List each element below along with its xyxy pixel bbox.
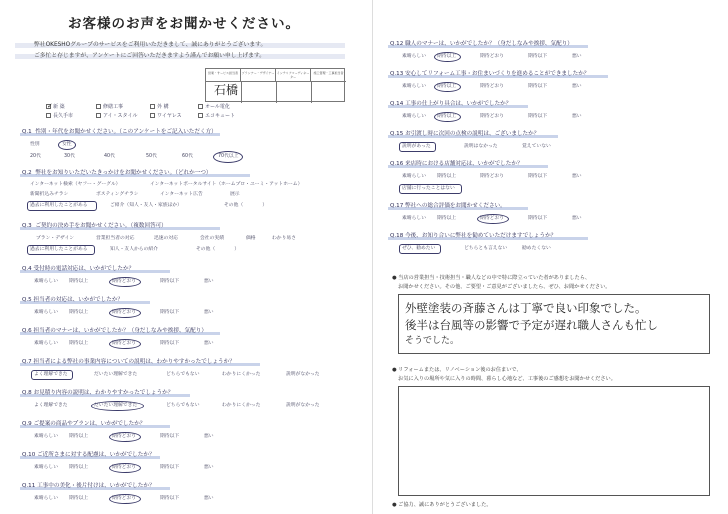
service-alldenka[interactable]: オール電化 bbox=[198, 104, 230, 110]
q3-opt-past-use[interactable]: 過去に利用したことがある bbox=[30, 247, 88, 252]
q7-option-1[interactable]: よく理解できた bbox=[34, 372, 68, 377]
q11-option-4[interactable]: 期待以下 bbox=[160, 496, 180, 501]
q16-option-1[interactable]: 素晴らしい bbox=[402, 174, 426, 179]
q1-question: Q.1 性別・年代をお聞かせください。（このアンケートをご記入いただく方） bbox=[22, 129, 217, 135]
q6-option-3[interactable]: 期待どおり bbox=[112, 341, 136, 346]
q10-question: Q.10 ご近所さまに対する配慮は、いかがでしたか？ bbox=[22, 452, 155, 458]
q17-option-4[interactable]: 期待以下 bbox=[528, 216, 548, 221]
q15-option-2[interactable]: 説明はなかった bbox=[464, 144, 498, 149]
q6-option-4[interactable]: 期待以下 bbox=[160, 341, 180, 346]
q10-option-3[interactable]: 期待どおり bbox=[112, 465, 136, 470]
q4-option-4[interactable]: 期待以下 bbox=[160, 279, 180, 284]
service-istyle[interactable]: アイ・スタイル bbox=[96, 113, 137, 119]
staff-header-sales: 営業・サービス担当者 bbox=[206, 69, 241, 81]
q18-question: Q.18 今後、お知り合いに弊社を勧めていただけますでしょうか？ bbox=[390, 233, 557, 239]
staff-header-planner: プランナー・デザイナー bbox=[241, 69, 276, 81]
q14-option-4[interactable]: 期待以下 bbox=[528, 114, 548, 119]
q8-option-3[interactable]: どちらでもない bbox=[166, 403, 200, 408]
q5-question: Q.5 担当者の対応は、いかがでしたか？ bbox=[22, 297, 124, 303]
q16-question: Q.16 来店時における店舗対応は、いかがでしたか？ bbox=[390, 161, 523, 167]
q17-option-3[interactable]: 期待どおり bbox=[480, 216, 504, 221]
q17-selection-mark bbox=[477, 214, 509, 224]
intro-line-2: ご多忙と存じますが、アンケートにご回答いただきますよう謹んでお願い申し上げます。 bbox=[34, 53, 266, 59]
q3-opt-speed[interactable]: 迅速の対応 bbox=[154, 236, 178, 241]
q5-option-5[interactable]: 悪い bbox=[204, 310, 214, 315]
q12-question: Q.12 職人のマナーは、いかがでしたか？（身だしなみや挨拶、気配り） bbox=[390, 41, 573, 47]
q13-question: Q.13 安心してリフォーム工事・お住まいづくりを進めることができましたか？ bbox=[390, 71, 590, 77]
q15-question: Q.15 お引渡し時に次回の点検の説明は、ございましたか？ bbox=[390, 131, 540, 137]
comment1-line-1: 外壁塗装の斉藤さんは丁寧で良い印象でした。 bbox=[405, 301, 647, 315]
q7-question: Q.7 担当者による弊社の事業内容についての説明は、わかりやすかったでしょうか？ bbox=[22, 359, 235, 365]
q12-option-4[interactable]: 期待以下 bbox=[528, 54, 548, 59]
q18-option-3[interactable]: 勧めたくない bbox=[522, 246, 551, 251]
q6-option-1[interactable]: 素晴らしい bbox=[34, 341, 58, 346]
q1-age-30[interactable]: 30代 bbox=[64, 154, 75, 159]
q13-option-5[interactable]: 悪い bbox=[572, 84, 582, 89]
q2-opt-posting[interactable]: ポスティングチラシ bbox=[96, 192, 139, 197]
q4-option-2[interactable]: 期待以上 bbox=[69, 279, 89, 284]
q5-selection-mark bbox=[109, 308, 141, 318]
q14-selection-mark bbox=[434, 112, 461, 122]
q7-option-2[interactable]: だいたい理解できた bbox=[94, 372, 138, 377]
comment1-line-2: 後半は台風等の影響で予定が遅れ職人さんも忙し bbox=[405, 318, 658, 332]
q10-option-4[interactable]: 期待以下 bbox=[160, 465, 180, 470]
q6-option-5[interactable]: 悪い bbox=[204, 341, 214, 346]
q3-opt-other[interactable]: その他（ ） bbox=[196, 247, 240, 252]
q4-selection-mark bbox=[109, 277, 141, 287]
q1-age-40[interactable]: 40代 bbox=[104, 154, 115, 159]
q8-selection-mark bbox=[91, 401, 144, 411]
q12-option-2[interactable]: 期待以上 bbox=[437, 54, 457, 59]
q12-option-1[interactable]: 素晴らしい bbox=[402, 54, 426, 59]
staff-name: 石橋 bbox=[214, 83, 239, 97]
comment1-prompt-1: ● 当店の営業担当・技術担当・職人などの中で特に際立っていた者がありましたら、 bbox=[392, 275, 591, 281]
q8-option-4[interactable]: わかりにくかった bbox=[222, 403, 261, 408]
service-ecocute[interactable]: エコキュート bbox=[198, 113, 235, 119]
q13-option-2[interactable]: 期待以上 bbox=[437, 84, 457, 89]
q8-option-5[interactable]: 説明がなかった bbox=[286, 403, 320, 408]
right-page bbox=[376, 0, 728, 514]
q4-option-5[interactable]: 悪い bbox=[204, 279, 214, 284]
q2-opt-newspaper[interactable]: 新聞折込みチラシ bbox=[30, 192, 69, 197]
q14-option-3[interactable]: 期待どおり bbox=[480, 114, 504, 119]
q5-option-3[interactable]: 期待どおり bbox=[112, 310, 136, 315]
q12-option-3[interactable]: 期待どおり bbox=[480, 54, 504, 59]
q4-option-1[interactable]: 素晴らしい bbox=[34, 279, 58, 284]
q2-opt-exhibit[interactable]: 展示 bbox=[230, 192, 240, 197]
q15-option-1[interactable]: 説明があった bbox=[402, 144, 431, 149]
q4-question: Q.4 受付時の電話対応は、いかがでしたか？ bbox=[22, 266, 135, 272]
page-title: お客様のお声をお聞かせください。 bbox=[68, 16, 300, 32]
q11-option-3[interactable]: 期待どおり bbox=[112, 496, 136, 501]
service-checkboxes bbox=[46, 104, 346, 126]
q18-option-1[interactable]: ぜひ、勧めたい bbox=[402, 246, 436, 251]
q7-option-3[interactable]: どちらでもない bbox=[166, 372, 200, 377]
q2-opt-referral[interactable]: ご紹介（知人・友人・家族ほか） bbox=[110, 203, 182, 208]
q9-option-2[interactable]: 期待以上 bbox=[69, 434, 89, 439]
q17-option-1[interactable]: 素晴らしい bbox=[402, 216, 426, 221]
q5-option-4[interactable]: 期待以下 bbox=[160, 310, 180, 315]
page-divider bbox=[372, 0, 373, 514]
q16-selection-mark bbox=[399, 184, 462, 194]
q16-option-4[interactable]: 期待以下 bbox=[528, 174, 548, 179]
q15-option-3[interactable]: 覚えていない bbox=[522, 144, 551, 149]
q18-selection-mark bbox=[399, 244, 441, 254]
q11-option-2[interactable]: 期待以上 bbox=[69, 496, 89, 501]
q3-opt-record[interactable]: 会社の実績 bbox=[200, 236, 224, 241]
q13-option-4[interactable]: 期待以下 bbox=[528, 84, 548, 89]
q12-option-5[interactable]: 悪い bbox=[572, 54, 582, 59]
q9-option-3[interactable]: 期待どおり bbox=[112, 434, 136, 439]
q17-option-2[interactable]: 期待以上 bbox=[437, 216, 457, 221]
staff-table bbox=[205, 68, 345, 102]
q9-option-4[interactable]: 期待以下 bbox=[160, 434, 180, 439]
q10-option-5[interactable]: 悪い bbox=[204, 465, 214, 470]
q17-option-5[interactable]: 悪い bbox=[572, 216, 582, 221]
service-gaiko[interactable]: 外 構 bbox=[150, 104, 169, 110]
q16-option-3[interactable]: 期待どおり bbox=[480, 174, 504, 179]
footer-thanks: ● ご協力、誠にありがとうございました。 bbox=[392, 502, 492, 508]
q14-question: Q.14 工事の仕上がり具合は、いかがでしたか？ bbox=[390, 101, 512, 107]
q5-option-2[interactable]: 期待以上 bbox=[69, 310, 89, 315]
service-nagakute[interactable]: 長久手市 bbox=[46, 113, 73, 119]
q1-age-20[interactable]: 20代 bbox=[30, 154, 41, 159]
q5-option-1[interactable]: 素晴らしい bbox=[34, 310, 58, 315]
q13-selection-mark bbox=[434, 82, 461, 92]
q11-selection-mark bbox=[109, 494, 141, 504]
q12-selection-mark bbox=[434, 52, 461, 62]
q9-selection-mark bbox=[109, 432, 141, 442]
comment2-prompt-1: ● リフォームまたは、リノベーション後のお住まいで、 bbox=[392, 367, 522, 373]
q2-opt-other[interactable]: その他（ ） bbox=[224, 203, 268, 208]
q1-age-50[interactable]: 50代 bbox=[146, 154, 157, 159]
q14-option-5[interactable]: 悪い bbox=[572, 114, 582, 119]
service-shuzen[interactable]: 修繕工事 bbox=[96, 104, 123, 110]
q7-option-4[interactable]: わかりにくかった bbox=[222, 372, 261, 377]
staff-header-interior: インテリアコーディネーター bbox=[276, 71, 310, 79]
comment1-prompt-2: お聞かせください。その他、ご要望・ご意見がございましたら、ぜひ、お聞かせください。 bbox=[398, 284, 611, 290]
q6-selection-mark bbox=[109, 339, 141, 349]
q8-question: Q.8 お見積り内容の説明は、わかりやすかったでしょうか？ bbox=[22, 390, 174, 396]
q3-opt-sales[interactable]: 営業担当者の対応 bbox=[96, 236, 135, 241]
q3-opt-price[interactable]: 価格 bbox=[246, 236, 256, 241]
service-wireless[interactable]: ワイヤレス bbox=[150, 113, 182, 119]
q2-opt-past-use[interactable]: 過去に利用したことがある bbox=[30, 203, 88, 208]
q11-option-5[interactable]: 悪い bbox=[204, 496, 214, 501]
q10-option-2[interactable]: 期待以上 bbox=[69, 465, 89, 470]
q15-selection-mark bbox=[399, 142, 436, 152]
q3-question: Q.3 ご契約の決め手をお聞かせください。（複数回答可） bbox=[22, 223, 167, 229]
q2-opt-portal[interactable]: インターネットポータルサイト（ホームプロ・ユーミ・アットホーム） bbox=[150, 182, 303, 187]
q2-opt-search[interactable]: インターネット検索（ヤフー・グーグル） bbox=[30, 182, 121, 187]
q16-option-5[interactable]: 悪い bbox=[572, 174, 582, 179]
q13-option-1[interactable]: 素晴らしい bbox=[402, 84, 426, 89]
service-shinchiku[interactable]: 新 築 bbox=[46, 104, 65, 110]
q2-opt-webad[interactable]: インターネット広告 bbox=[160, 192, 203, 197]
q16-option-6[interactable]: 店舗に行ったことはない bbox=[402, 186, 455, 191]
q18-option-2[interactable]: どちらとも言えない bbox=[464, 246, 508, 251]
q3-opt-referral[interactable]: 知人・友人からの紹介 bbox=[110, 247, 158, 252]
check-mark: ✓ bbox=[47, 102, 53, 110]
q10-selection-mark bbox=[109, 463, 141, 473]
q3-opt-clarity[interactable]: わかり易さ bbox=[272, 236, 296, 241]
q14-option-2[interactable]: 期待以上 bbox=[437, 114, 457, 119]
q8-option-1[interactable]: よく理解できた bbox=[34, 403, 68, 408]
q1-age-60[interactable]: 60代 bbox=[182, 154, 193, 159]
q7-option-5[interactable]: 説明がなかった bbox=[286, 372, 320, 377]
q1-gender-label: 性別 bbox=[30, 142, 40, 147]
q2-question: Q.2 弊社をお知りいただいたきっかけをお聞かせください。（どれか一つ） bbox=[22, 170, 212, 176]
q1-age-70[interactable]: 70代以上 bbox=[218, 154, 239, 159]
q10-option-1[interactable]: 素晴らしい bbox=[34, 465, 58, 470]
q6-option-2[interactable]: 期待以上 bbox=[69, 341, 89, 346]
q4-option-3[interactable]: 期待どおり bbox=[112, 279, 136, 284]
q14-option-1[interactable]: 素晴らしい bbox=[402, 114, 426, 119]
comment1-box[interactable] bbox=[398, 294, 710, 354]
q16-option-2[interactable]: 期待以上 bbox=[437, 174, 457, 179]
q1-gender-selected[interactable]: 女性 bbox=[62, 142, 72, 147]
q11-question: Q.11 工事中の美化・後片付けは、いかがでしたか？ bbox=[22, 483, 155, 489]
q7-selection-mark bbox=[31, 370, 73, 380]
q11-option-1[interactable]: 素晴らしい bbox=[34, 496, 58, 501]
q9-option-5[interactable]: 悪い bbox=[204, 434, 214, 439]
q9-option-1[interactable]: 素晴らしい bbox=[34, 434, 58, 439]
q8-option-2[interactable]: だいたい理解できた bbox=[94, 403, 138, 408]
q13-option-3[interactable]: 期待どおり bbox=[480, 84, 504, 89]
q9-question: Q.9 ご提案の商品やプランは、いかがでしたか？ bbox=[22, 421, 146, 427]
q17-question: Q.17 弊社への総合評価をお聞かせください。 bbox=[390, 203, 506, 209]
comment2-prompt-2: お気に入りの場所や気に入りの時間、暮らし心地など、工事後のご感想をお聞かせください。 bbox=[398, 376, 616, 382]
intro-line-1: 弊社OKESHOグループのサービスをご利用いただきまして、誠にありがとうございます。 bbox=[34, 42, 267, 48]
comment1-line-3: そうでした。 bbox=[405, 336, 460, 346]
comment2-box[interactable] bbox=[398, 386, 710, 496]
staff-header-construction: 施工管理・工事担当者 bbox=[313, 71, 344, 75]
q6-question: Q.6 担当者のマナーは、いかがでしたか？（身だしなみや挨拶、気配り） bbox=[22, 328, 207, 334]
q3-opt-plan[interactable]: プラン・デザイン bbox=[36, 236, 75, 241]
